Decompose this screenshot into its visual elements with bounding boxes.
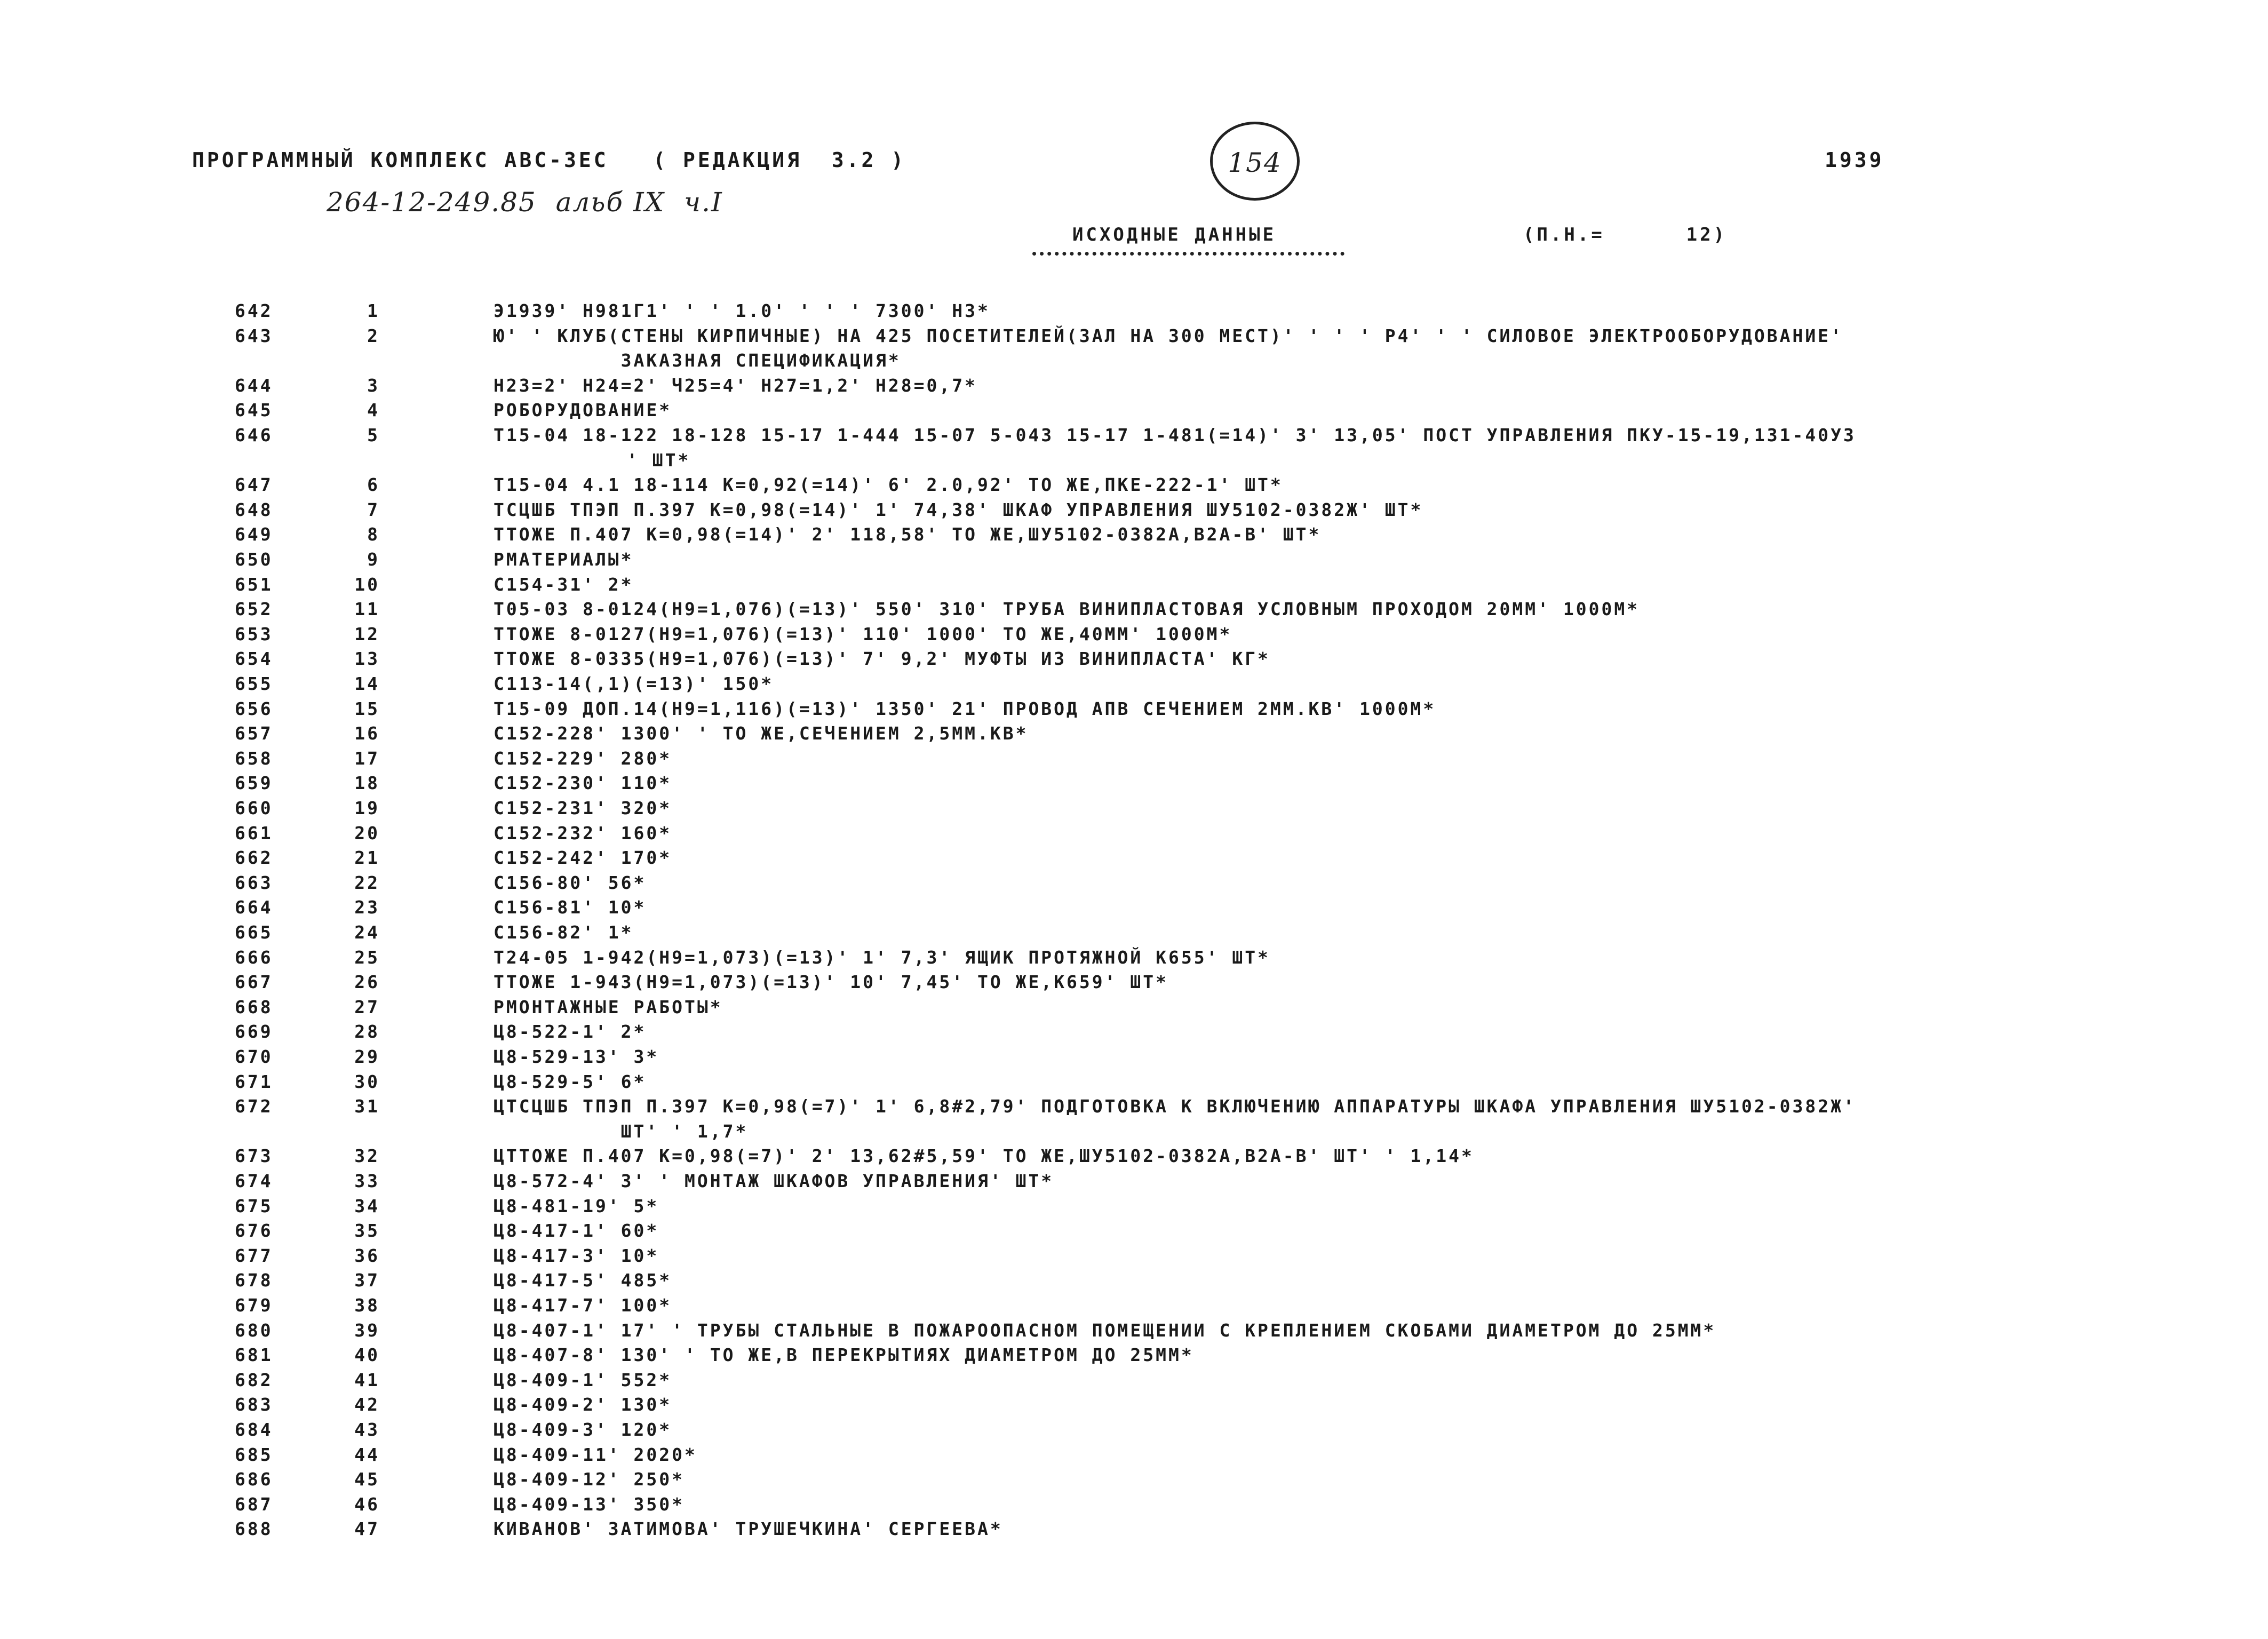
row-seq-number: 671 [235, 1071, 273, 1092]
row-seq-number: 647 [235, 474, 273, 496]
row-text: Ц8-407-1' 17' ' ТРУБЫ СТАЛЬНЫЕ В ПОЖАРООПАСНОМ ПОМЕЩЕНИИ С КРЕПЛЕНИЕМ СКОБАМИ ДИАМЕТРОМ ДО 25ММ* [494, 1319, 1716, 1341]
row-text-continuation: ЗАКАЗНАЯ СПЕЦИФИКАЦИЯ* [494, 350, 901, 371]
row-text: Ц8-417-7' 100* [494, 1295, 672, 1316]
row-text: ТТОЖЕ П.407 К=0,98(=14)' 2' 118,58' ТО ЖЕ,ШУ5102-0382А,В2А-В' ШТ* [494, 524, 1322, 545]
row-item-number: 32 [354, 1145, 380, 1167]
row-text: Ц8-529-5' 6* [494, 1071, 647, 1092]
row-text: Н23=2' Н24=2' Ч25=4' Н27=1,2' Н28=0,7* [494, 375, 977, 396]
program-header: ПРОГРАММНЫЙ КОМПЛЕКС АВС-ЗЕС ( РЕДАКЦИЯ 3.2 ) [192, 148, 906, 172]
row-seq-number: 644 [235, 375, 273, 396]
row-item-number: 27 [354, 996, 380, 1017]
row-item-number: 31 [354, 1096, 380, 1117]
row-seq-number: 656 [235, 698, 273, 719]
row-seq-number: 678 [235, 1270, 273, 1291]
row-item-number: 47 [354, 1518, 380, 1540]
row-item-number: 13 [354, 648, 380, 670]
row-seq-number: 673 [235, 1145, 273, 1167]
row-item-number: 40 [354, 1344, 380, 1366]
row-item-number: 24 [354, 922, 380, 943]
section-params: (П.Н.= 12) [1523, 224, 1728, 245]
row-text: Ц8-409-11' 2020* [494, 1444, 697, 1465]
row-seq-number: 660 [235, 798, 273, 818]
row-item-number: 25 [354, 946, 380, 968]
row-item-number: 35 [354, 1220, 380, 1242]
row-item-number: 4 [367, 400, 380, 421]
row-seq-number: 676 [235, 1220, 273, 1242]
row-text: Т15-04 18-122 18-128 15-17 1-444 15-07 5-043 15-17 1-481(=14)' 3' 13,05' ПОСТ УПРАВЛЕНИЯ ПКУ-15-19,131-40УЗ [494, 425, 1856, 445]
row-seq-number: 687 [235, 1493, 273, 1515]
row-item-number: 33 [354, 1171, 380, 1191]
row-seq-number: 666 [235, 946, 273, 968]
row-seq-number: 653 [235, 623, 273, 645]
row-item-number: 14 [354, 673, 380, 694]
row-text: Ц8-407-8' 130' ' ТО ЖЕ,В ПЕРЕКРЫТИЯХ ДИАМЕТРОМ ДО 25ММ* [494, 1344, 1194, 1366]
row-item-number: 21 [354, 847, 380, 869]
row-item-number: 43 [354, 1419, 380, 1440]
row-seq-number: 648 [235, 499, 273, 520]
row-text: С152-228' 1300' ' ТО ЖЕ,СЕЧЕНИЕМ 2,5ММ.КВ* [494, 723, 1029, 744]
row-seq-number: 659 [235, 773, 273, 794]
row-item-number: 23 [354, 897, 380, 918]
row-text: Э1939' Н981Г1' ' ' 1.0' ' ' ' 7300' НЗ* [494, 300, 990, 321]
row-item-number: 16 [354, 723, 380, 744]
row-seq-number: 650 [235, 549, 273, 570]
row-seq-number: 680 [235, 1319, 273, 1341]
row-text: Ц8-417-3' 10* [494, 1245, 659, 1266]
row-item-number: 28 [354, 1021, 380, 1043]
row-item-number: 1 [367, 300, 380, 321]
row-text: Ц8-409-13' 350* [494, 1493, 685, 1515]
row-item-number: 29 [354, 1046, 380, 1067]
row-text: ЦТСЦШБ ТПЭП П.397 К=0,98(=7)' 1' 6,8#2,79' ПОДГОТОВКА К ВКЛЮЧЕНИЮ АППАРАТУРЫ ШКАФА УПРАВЛЕНИЯ ШУ5102-0382Ж' [494, 1096, 1856, 1117]
row-text: Т15-04 4.1 18-114 К=0,92(=14)' 6' 2.0,92' ТО ЖЕ,ПКЕ-222-1' ШТ* [494, 474, 1283, 496]
row-item-number: 8 [367, 524, 380, 545]
row-text: С154-31' 2* [494, 574, 634, 595]
row-item-number: 2 [367, 325, 380, 346]
title-underline [1032, 252, 1344, 256]
row-seq-number: 682 [235, 1369, 273, 1390]
row-seq-number: 646 [235, 425, 273, 445]
row-seq-number: 670 [235, 1046, 273, 1067]
row-text: Т05-03 8-0124(Н9=1,076)(=13)' 550' 310' ТРУБА ВИНИПЛАСТОВАЯ УСЛОВНЫМ ПРОХОДОМ 20ММ' 1000М* [494, 599, 1640, 620]
row-item-number: 41 [354, 1369, 380, 1390]
row-text-continuation: ' ШТ* [627, 449, 691, 471]
row-text: С113-14(,1)(=13)' 150* [494, 673, 774, 694]
row-item-number: 20 [354, 822, 380, 844]
row-text: Ц8-522-1' 2* [494, 1021, 647, 1043]
row-text-continuation: ШТ' ' 1,7* [494, 1120, 749, 1142]
row-seq-number: 652 [235, 599, 273, 620]
row-seq-number: 649 [235, 524, 273, 545]
row-seq-number: 662 [235, 847, 273, 869]
row-item-number: 11 [354, 599, 380, 620]
row-seq-number: 679 [235, 1295, 273, 1316]
row-item-number: 15 [354, 698, 380, 719]
row-text: С152-229' 280* [494, 747, 672, 769]
row-text: ТТОЖЕ 1-943(Н9=1,073)(=13)' 10' 7,45' ТО ЖЕ,К659' ШТ* [494, 972, 1168, 993]
row-seq-number: 665 [235, 922, 273, 943]
row-seq-number: 657 [235, 723, 273, 744]
row-text: С152-230' 110* [494, 773, 672, 794]
row-seq-number: 667 [235, 972, 273, 993]
row-text: ТТОЖЕ 8-0335(Н9=1,076)(=13)' 7' 9,2' МУФТЫ ИЗ ВИНИПЛАСТА' КГ* [494, 648, 1270, 670]
row-seq-number: 645 [235, 400, 273, 421]
row-text: Ц8-572-4' 3' ' МОНТАЖ ШКАФОВ УПРАВЛЕНИЯ' ШТ* [494, 1171, 1054, 1191]
row-text: ТСЦШБ ТПЭП П.397 К=0,98(=14)' 1' 74,38' ШКАФ УПРАВЛЕНИЯ ШУ5102-0382Ж' ШТ* [494, 499, 1423, 520]
page-stamp [1210, 122, 1300, 201]
row-text: С156-81' 10* [494, 897, 647, 918]
row-seq-number: 685 [235, 1444, 273, 1465]
row-item-number: 42 [354, 1394, 380, 1415]
row-text: Ц8-417-1' 60* [494, 1220, 659, 1242]
page-number: 1939 [1825, 148, 1884, 172]
row-text: Ц8-481-19' 5* [494, 1195, 659, 1216]
row-text: Ц8-409-1' 552* [494, 1369, 672, 1390]
row-seq-number: 674 [235, 1171, 273, 1191]
row-item-number: 12 [354, 623, 380, 645]
stamp-number: 154 [1228, 147, 1282, 178]
row-seq-number: 686 [235, 1469, 273, 1490]
row-text: РОБОРУДОВАНИЕ* [494, 400, 672, 421]
row-item-number: 34 [354, 1195, 380, 1216]
row-seq-number: 651 [235, 574, 273, 595]
row-text: РМАТЕРИАЛЫ* [494, 549, 634, 570]
row-item-number: 18 [354, 773, 380, 794]
row-item-number: 6 [367, 474, 380, 496]
row-seq-number: 663 [235, 872, 273, 893]
row-item-number: 10 [354, 574, 380, 595]
row-text: Ю' ' КЛУБ(СТЕНЫ КИРПИЧНЫЕ) НА 425 ПОСЕТИТЕЛЕЙ(ЗАЛ НА 300 МЕСТ)' ' ' ' Р4' ' ' СИЛОВОЕ ЭЛЕКТРООБОРУДОВАНИЕ' [494, 325, 1843, 346]
row-text: РМОНТАЖНЫЕ РАБОТЫ* [494, 996, 723, 1017]
row-text: Т15-09 ДОП.14(Н9=1,116)(=13)' 1350' 21' ПРОВОД АПВ СЕЧЕНИЕМ 2ММ.КВ' 1000М* [494, 698, 1436, 719]
row-text: С152-231' 320* [494, 798, 672, 818]
row-item-number: 22 [354, 872, 380, 893]
row-seq-number: 661 [235, 822, 273, 844]
row-item-number: 3 [367, 375, 380, 396]
section-title: ИСХОДНЫЕ ДАННЫЕ [1072, 224, 1277, 245]
row-text: ЦТТОЖЕ П.407 К=0,98(=7)' 2' 13,62#5,59' ТО ЖЕ,ШУ5102-0382А,В2А-В' ШТ' ' 1,14* [494, 1145, 1474, 1167]
row-text: Ц8-529-13' 3* [494, 1046, 659, 1067]
row-text: КИВАНОВ' ЗАТИМОВА' ТРУШЕЧКИНА' СЕРГЕЕВА* [494, 1518, 1003, 1540]
row-text: Т24-05 1-942(Н9=1,073)(=13)' 1' 7,3' ЯЩИК ПРОТЯЖНОЙ К655' ШТ* [494, 946, 1270, 968]
row-item-number: 9 [367, 549, 380, 570]
row-text: ТТОЖЕ 8-0127(Н9=1,076)(=13)' 110' 1000' ТО ЖЕ,40ММ' 1000М* [494, 623, 1232, 645]
row-seq-number: 664 [235, 897, 273, 918]
row-item-number: 5 [367, 425, 380, 445]
row-seq-number: 643 [235, 325, 273, 346]
row-seq-number: 681 [235, 1344, 273, 1366]
row-item-number: 7 [367, 499, 380, 520]
handwritten-reference: 264-12-249.85 альб IX ч.I [327, 187, 723, 218]
row-item-number: 39 [354, 1319, 380, 1341]
row-seq-number: 675 [235, 1195, 273, 1216]
row-item-number: 30 [354, 1071, 380, 1092]
row-text: Ц8-409-12' 250* [494, 1469, 685, 1490]
row-text: С156-82' 1* [494, 922, 634, 943]
row-seq-number: 677 [235, 1245, 273, 1266]
row-item-number: 26 [354, 972, 380, 993]
row-seq-number: 669 [235, 1021, 273, 1043]
row-item-number: 17 [354, 747, 380, 769]
row-text: С152-242' 170* [494, 847, 672, 869]
row-item-number: 38 [354, 1295, 380, 1316]
row-item-number: 37 [354, 1270, 380, 1291]
row-seq-number: 683 [235, 1394, 273, 1415]
row-seq-number: 672 [235, 1096, 273, 1117]
row-text: Ц8-409-3' 120* [494, 1419, 672, 1440]
row-seq-number: 654 [235, 648, 273, 670]
row-seq-number: 655 [235, 673, 273, 694]
row-item-number: 44 [354, 1444, 380, 1465]
row-item-number: 36 [354, 1245, 380, 1266]
row-text: Ц8-417-5' 485* [494, 1270, 672, 1291]
row-seq-number: 668 [235, 996, 273, 1017]
row-item-number: 45 [354, 1469, 380, 1490]
row-seq-number: 684 [235, 1419, 273, 1440]
row-text: С156-80' 56* [494, 872, 647, 893]
row-text: Ц8-409-2' 130* [494, 1394, 672, 1415]
row-text: С152-232' 160* [494, 822, 672, 844]
row-seq-number: 688 [235, 1518, 273, 1540]
row-seq-number: 642 [235, 300, 273, 321]
row-seq-number: 658 [235, 747, 273, 769]
row-item-number: 19 [354, 798, 380, 818]
row-item-number: 46 [354, 1493, 380, 1515]
